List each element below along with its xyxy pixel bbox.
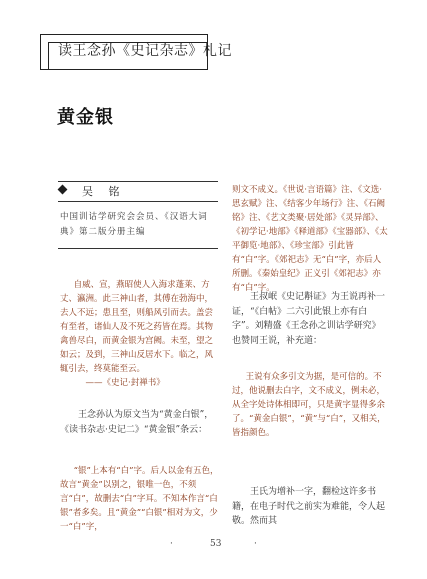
footer-left-dot: · bbox=[170, 539, 173, 549]
article-title: 黄金银 bbox=[57, 107, 114, 128]
author-row bbox=[58, 183, 220, 199]
epigraph-quote bbox=[60, 278, 218, 390]
author-rule bbox=[58, 201, 218, 202]
top-rule bbox=[58, 181, 218, 182]
diamond-bullet-icon bbox=[58, 185, 68, 195]
body-paragraph-3: 王氏为增补一字，翻检这许多书籍，在电子时代之前实为难能，令人起敬。然而其 bbox=[232, 487, 386, 526]
affiliation-rule bbox=[58, 248, 218, 249]
body-paragraph-1: 王念孙认为原文当为“黄金白银”，《读书杂志·史记二》“黄金银”条云： bbox=[60, 410, 214, 435]
running-header-title: 读王念孙《史记杂志》札记 bbox=[58, 43, 232, 59]
body-paragraph-2: 王叔岷《史记斠证》为王说再补一证，“《白帖》二六引此银上亦有白字”。刘精盛《王念孙之训诂学研究》也赞同王说，补充道： bbox=[232, 292, 386, 346]
author-name: 吴 铭 bbox=[82, 185, 126, 198]
epigraph-source: ——《史记·封禅书》 bbox=[85, 378, 165, 388]
block-quote-1-continued: 则文不成义。《世说·言语篇》注、《文选·思玄赋》注、《结客少年场行》注、《石阙铭》注、《艺文类聚·居处部》《灵异部》、《初学记·地部》《释道部》《宝器部》、《太平御览·地部》、《珍宝部》引此皆有“白”字。《郊祀志》无“白”字，亦后人所删。《秦始皇纪》正义引《郊祀志》亦有“白”字。 bbox=[232, 185, 388, 293]
block-quote-2: 王说有众多引文为据，是可信的。不过，他说删去白字，文不成义，例未必，从全字处诗体相即可，只是黄字显得多余了。“黄金白银”，“黄”与“白”，又相关，皆指颜色。 bbox=[232, 372, 386, 438]
page-footer bbox=[0, 539, 427, 551]
footer-right-dot: · bbox=[254, 539, 257, 549]
author-affiliation: 中国训诂学研究会会员、《汉语大词典》第二版分册主编 bbox=[60, 212, 208, 237]
column-gutter bbox=[225, 180, 226, 550]
epigraph-text: 自威、宣，燕昭使人入海求蓬莱、方丈、瀛洲。此三神山者，其傅在勃海中，去人不远；患且至，则船风引而去。盖尝有至者，诸仙人及不死之药皆在焉。其物禽兽尽白，而黄金银为宫阙。未至，望之如云；及到，三神山反居水下。临之，风辄引去，终莫能至云。 bbox=[60, 280, 214, 374]
page-number: 53 bbox=[210, 539, 222, 549]
block-quote-1: “银”上本有“白”字。后人以金有五色，故言“黄金”以别之，银唯一色，不须言“白”，故删去“白”字耳。不知本作言“白银”者多矣。且“黄金”“白银”相对为文，少一“白”字， bbox=[60, 466, 219, 532]
